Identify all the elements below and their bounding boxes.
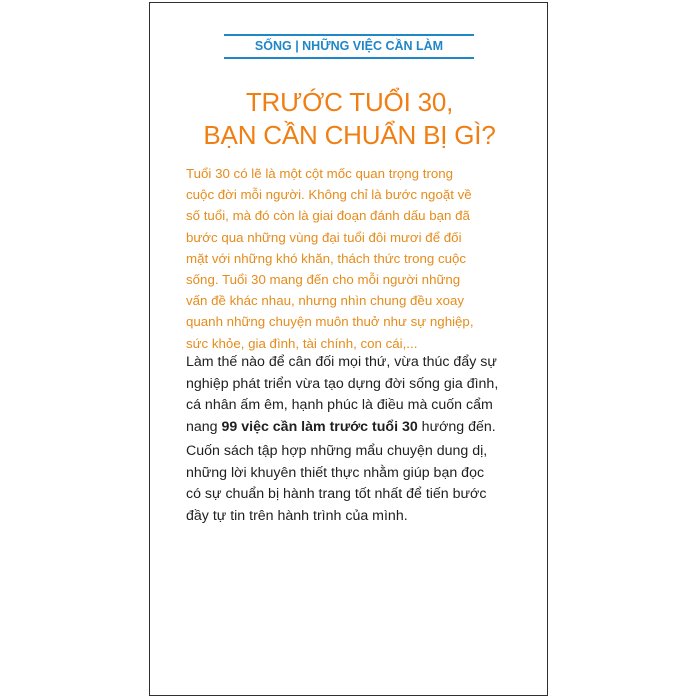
series-header-label: SỐNG | NHỮNG VIỆC CẦN LÀM: [254, 39, 444, 53]
intro-line: vấn đề khác nhau, nhưng nhìn chung đều xoay: [186, 293, 465, 309]
body-line: cá nhân ấm êm, hạnh phúc là điều mà cuốn cẩm: [186, 397, 493, 414]
body-line: Cuốn sách tập hợp những mẩu chuyện dung dị,: [186, 443, 488, 459]
book-title-bold: 99 việc cần làm trước tuổi 30: [221, 418, 418, 435]
title-line-2: BẠN CẦN CHUẨN BỊ GÌ?: [203, 120, 496, 150]
body-line: những lời khuyên thiết thực nhằm giúp bạn đọc: [186, 464, 485, 481]
body-line: có sự chuẩn bị hành trang tốt nhất để tiến bước: [186, 486, 487, 503]
intro-line: cuộc đời mỗi người. Không chỉ là bước ngoặt về: [186, 187, 472, 203]
intro-paragraph: [186, 163, 522, 354]
body-line-with-book-title: [186, 417, 522, 439]
body-paragraph-3: [186, 441, 522, 527]
body-paragraph-2: [186, 352, 522, 438]
body-text: nang: [186, 418, 222, 435]
intro-line: sức khỏe, gia đình, tài chính, con cái,...: [186, 335, 418, 351]
intro-line: mặt với những khó khăn, thách thức trong cuộc: [186, 250, 467, 266]
intro-line: quanh những chuyện muôn thuở như sự nghiệp,: [186, 314, 474, 330]
body-line: đầy tự tin trên hành trình của mình.: [186, 507, 408, 524]
intro-line: bước qua những vùng đại tuổi đôi mươi để đối: [186, 229, 462, 245]
body-line: Làm thế nào để cân đối mọi thứ, vừa thúc đẩy sự: [186, 354, 497, 370]
body-line: nghiệp phát triển vừa tạo dựng đời sống gia đình,: [186, 375, 499, 392]
intro-line: số tuổi, mà đó còn là giai đoạn đánh dấu bạn đã: [186, 208, 470, 224]
book-back-cover: [149, 2, 548, 696]
title-line-1: TRƯỚC TUỔI 30,: [245, 87, 454, 117]
intro-line: Tuổi 30 có lẽ là một cột mốc quan trọng trong: [186, 166, 454, 181]
series-header: [224, 34, 474, 59]
body-text: hướng đến.: [417, 418, 496, 435]
intro-line: sống. Tuổi 30 mang đến cho mỗi người những: [186, 272, 461, 288]
